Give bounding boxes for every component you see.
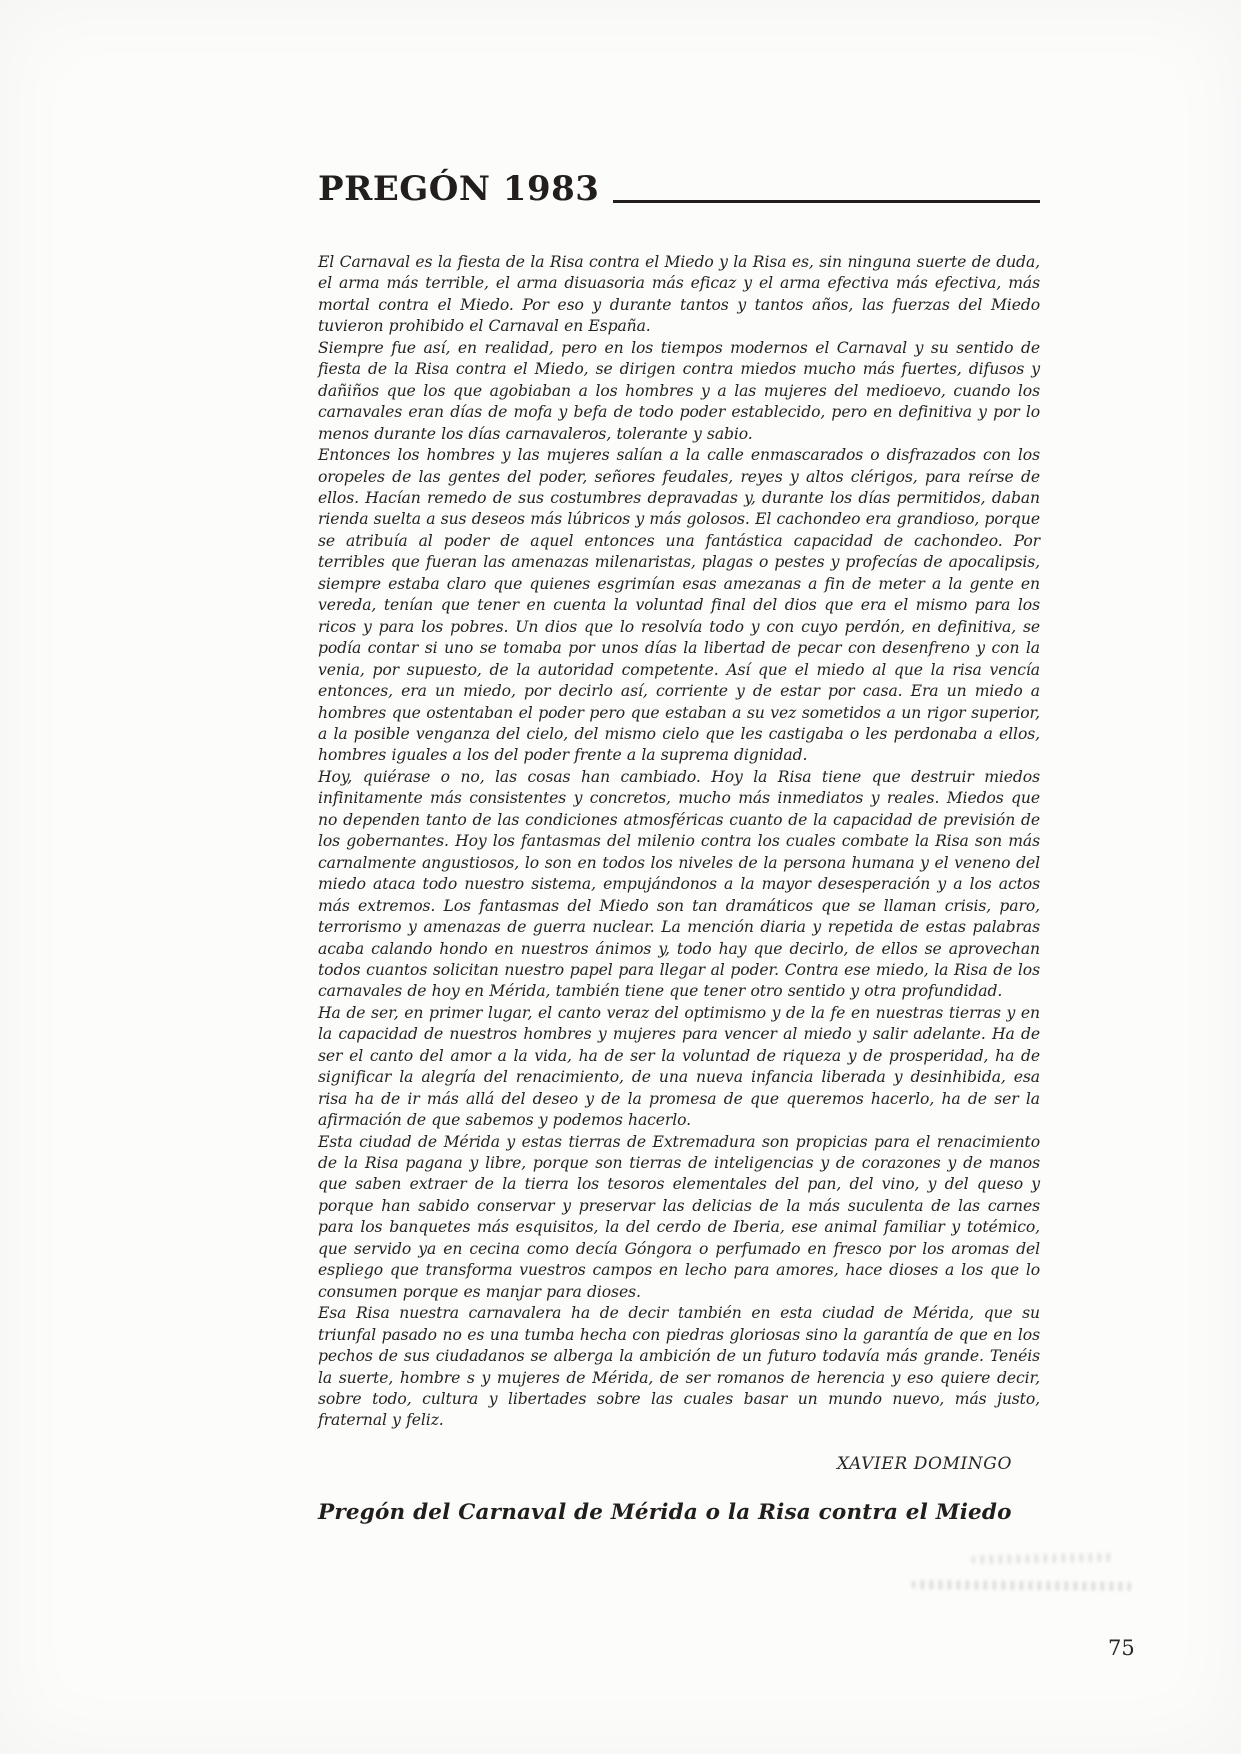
smudge-mark	[972, 1553, 1112, 1564]
page-title: PREGÓN 1983	[318, 169, 600, 209]
body-paragraph: Hoy, quiérase o no, las cosas han cambiado. Hoy la Risa tiene que destruir miedos infinitamente más consistentes y concretos, mucho más inmediatos y reales. Miedos que no dependen tanto de las condiciones atmosféricas cuanto de la capacidad de previsión de los gobernantes. Hoy los fantasmas del milenio contra los cuales combate la Risa son más carnalmente angustiosos, lo son en todos los niveles de la persona humana y el veneno del miedo ataca todo nuestro sistema, empujándonos a la mayor desesperación y a los actos más extremos. Los fantasmas del Miedo son tan dramáticos que se llaman crisis, paro, terrorismo y amenazas de guerra nuclear. La mención diaria y repetida de estas palabras acaba calando hondo en nuestros ánimos y, todo hay que decirlo, de ellos se aprovechan todos cuantos solicitan nuestro papel para llegar al poder. Contra ese miedo, la Risa de los carnavales de hoy en Mérida, también tiene que tener otro sentido y otra profundidad.	[318, 767, 1040, 1001]
body-paragraph: Esa Risa nuestra carnavalera ha de decir también en esta ciudad de Mérida, que su triunfal pasado no es una tumba hecha con piedras gloriosas sino la garantía de que en los pechos de sus ciudadanos se alberga la ambición de un futuro todavía más grande. Tenéis la suerte, hombre s y mujeres de Mérida, de ser romanos de herencia y eso quiere decir, sobre todo, cultura y libertades sobre las cuales basar un mundo nuevo, más justo, fraternal y feliz.	[318, 1304, 1040, 1430]
body-paragraph: Esta ciudad de Mérida y estas tierras de Extremadura son propicias para el renacimiento de la Risa pagana y libre, porque son tierras de inteligencias y de corazones y de manos que saben extraer de la tierra los tesoros elementales del pan, del vino, y del queso y porque han sabido conservar y preservar las delicias de la más suculenta de las carnes para los banquetes más esquisitos, la del cerdo de Iberia, ese animal familiar y totémico, que servido ya en cecina como decía Góngora o perfumado en fresco por los aromas del espliego que transforma vuestros campos en lecho para amores, hace dioses a los que lo consumen porque es manjar para dioses.	[318, 1132, 1040, 1301]
article-header	[318, 169, 1040, 209]
article-subtitle: Pregón del Carnaval de Mérida o la Risa contra el Miedo	[318, 1499, 1012, 1525]
body-paragraph: Ha de ser, en primer lugar, el canto veraz del optimismo y de la fe en nuestras tierras y en la capacidad de nuestros hombres y mujeres para vencer al miedo y salir adelante. Ha de ser el canto del amor a la vida, ha de ser la voluntad de riqueza y de prosperidad, ha de significar la alegría del renacimiento, de una nueva infancia liberada y desinhibida, esa risa ha de ir más allá del deseo y de la promesa de que queremos hacerlo, ha de ser la afirmación de que sabemos y podemos hacerlo.	[318, 1003, 1040, 1130]
article-body	[318, 252, 1040, 1525]
bleedthrough-smudge	[912, 1552, 1140, 1604]
body-paragraph: Entonces los hombres y las mujeres salían a la calle enmascarados o disfrazados con los oropeles de las gentes del poder, señores feudales, reyes y altos clérigos, para reírse de ellos. Hacían remedo de sus costumbres depravadas y, durante los días permitidos, daban rienda suelta a sus deseos más lúbricos y más golosos. El cachondeo era grandioso, porque se atribuía al poder de aquel entonces una fantástica capacidad de cachondeo. Por terribles que fueran las amenazas milenaristas, plagas o pestes y profecías de apocalipsis, siempre estaba claro que quienes esgrimían esas amezanas a fin de meter a la gente en vereda, tenían que tener en cuenta la voluntad final del dios que era el mismo para los ricos y para los pobres. Un dios que lo resolvía todo y con cuyo perdón, en definitiva, se podía contar si uno se tomaba por unos días la libertad de pecar con desenfreno y con la venia, por supuesto, de la autoridad competente. Así que el miedo al que la risa vencía entonces, era un miedo, por decirlo así, corriente y de estar por casa. Era un miedo a hombres que ostentaban el poder pero que estaban a su vez sometidos a un rigor superior, a la posible venganza del cielo, del mismo cielo que les castigaba o les perdonaba a ellos, hombres iguales a los del poder frente a la suprema dignidad.	[318, 446, 1040, 765]
title-rule	[613, 200, 1040, 203]
author-signature: XAVIER DOMINGO	[836, 1453, 1012, 1474]
smudge-mark	[912, 1580, 1132, 1591]
body-paragraph: El Carnaval es la fiesta de la Risa contra el Miedo y la Risa es, sin ninguna suerte de duda, el arma más terrible, el arma disuasoria más eficaz y el arma efectiva más efectiva, más mortal contra el Miedo. Por eso y durante tantos y tantos años, las fuerzas del Miedo tuvieron prohibido el Carnaval en España.	[318, 253, 1040, 336]
page-number: 75	[1108, 1636, 1135, 1660]
body-paragraph: Siempre fue así, en realidad, pero en los tiempos modernos el Carnaval y su sentido de fiesta de la Risa contra el Miedo, se dirigen contra miedos mucho más fuertes, difusos y dañiños que los que agobiaban a los hombres y a las mujeres del medioevo, cuando los carnavales eran días de mofa y befa de todo poder establecido, pero en definitiva y por lo menos durante los días carnavaleros, tolerante y sabio.	[318, 338, 1040, 443]
